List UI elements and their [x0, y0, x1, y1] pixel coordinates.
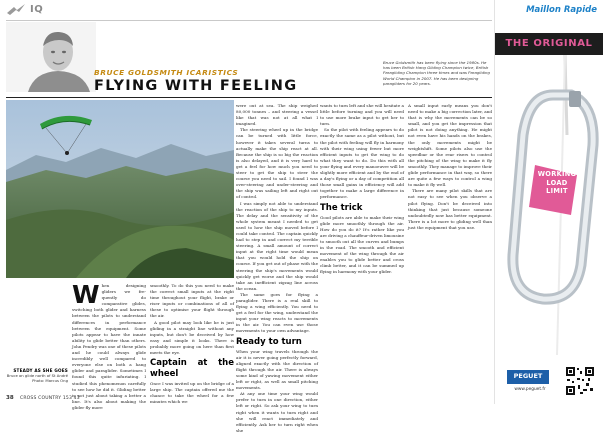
paragraph: I was simply not able to understand the reaction of the ship to my inputs. The delay and the sensitivity of the whole system meant I needed to get used to how the ship moved before I could take control. The captain quickly had to step in and correct my terrible steering. A small amount of correct input at the right time would mean that you would hold the ship on course. If you get out of phase with the steering the ship's movements would quickly get worse and the ship would take an inefficient zigzag line across the ocean.: [236, 200, 318, 291]
paragraph: Good pilots are able to make their wing glide more smoothly through the air. How do you do it? It's rather like you are driving a chauffeur-driven limousine to smooth out all the curves and bumps in the road. The smooth and efficient movement of the wing through the air enables you to glide better and cross climb better, and it can be summed up flying in harmony with your glider.: [320, 214, 404, 275]
lead-text: hen designing gliders we fre-quently do comparative glides, switching both glider and harness between the pilots to understand differences in performance between the equipment. Some pilots appear to have the innate ability to glide better than others. John Pendry was one of these pilots and he could always glide incredibly well compared to everyone else on both a hang glider and paraglider. Sometimes I found this quite infuriating. I studied this phenomenon carefully to see how he did it. Gliding better is not just about taking a better a line. It's also about making the glider fly more: [72, 283, 146, 410]
article-column-4: [320, 103, 404, 393]
advertisement[interactable]: [494, 0, 602, 404]
page-number: 38: [6, 395, 14, 401]
subheading-ready: Ready to turn: [236, 336, 302, 347]
issue-label: CROSS COUNTRY 153 43: [20, 395, 80, 401]
drop-cap: W: [72, 280, 100, 309]
ad-brand: [513, 6, 597, 28]
author-intro: Bruce Goldsmith has been flying since the 1980s. He has been British Hang Gliding Champion twice, British Paragliding Champion three times and was Paragliding World Champion in 2007. He has been designing paragliders for 20 years.: [383, 60, 490, 86]
paragraph: So the pilot with feeling appears to do exactly the same as a pilot without, but the pilot with feeling will fly in harmony with their wing using fewer but more efficient inputs to get the wing to do what they want to do. Do this with all your flying and every manoeuvre will be slightly more efficient and by the end of a day's flying or a day of competition all those small gains in efficiency will add together to make a large difference in performance.: [320, 127, 404, 200]
paragraph: The steering wheel up in the bridge can be turned with little force, however it takes several turns to actually make the ship react at all. Because the ship is so big the reaction is also delayed, and it is very hard to get a feel for how much you need to steer to get the ship to steer the course you need to sail. I found I was over-steering and under-steering and the ship was sailing left and right out of control.: [236, 127, 318, 200]
article-title: FLYING WITH FEELING: [94, 78, 298, 94]
load-line-1: WORKING: [537, 170, 577, 178]
ad-brand-text: Maillon Rapide: [526, 5, 597, 15]
author-byline: BRUCE GOLDSMITH ICARISTICS: [94, 68, 239, 77]
page-footer: [6, 393, 492, 403]
article-column-3: [236, 103, 318, 433]
paragraph: wants to turn left and she will hesitate a little before turning and you will need to use more brake input to get her to turn.: [320, 103, 404, 127]
qr-code-icon[interactable]: [565, 366, 595, 396]
paragraph: At any one time your wing would prefer to turn in one direction, either left or right. So ask your wing to turn right when it wants to turn right and she will react immediately and efficiently. Ask her to turn right when she: [236, 391, 318, 433]
article-column-1: [72, 280, 146, 410]
author-portrait: [6, 22, 96, 92]
maker-name: PEGUET: [513, 372, 543, 380]
caption-text: Bruce on glide north of St André: [6, 373, 68, 378]
article-column-5: [408, 103, 492, 393]
maker-website[interactable]: www.peguet.fr: [514, 387, 546, 392]
paragraph: A good pilot may look like he is just gliding in a straight line without any inputs, but don't be deceived by how easy and simple it looks. There is probably more going on here than first meets the eye.: [150, 319, 234, 356]
caption-title: STEADY AS SHE GOES: [13, 368, 68, 373]
paraglider-photo: [6, 100, 234, 278]
top-rule: [6, 20, 492, 21]
subheading-captain: Captain at the wheel: [150, 358, 234, 380]
load-line-2: LOAD: [546, 178, 568, 187]
subheading-trick: The trick: [320, 202, 363, 213]
caption-credit: Photo: Marcus Ong: [32, 378, 68, 383]
load-line-3: LIMIT: [546, 187, 568, 196]
paragraph: A small input early means you don't need to make a big correction later, and that is why the movements can be so small, and you get the impression that pilot is not doing anything. He might not even have his hands on the brakes, the only movements might be weightshift. Some pilots also use the speedbar or the rear risers to control the pitching of the wing to make it fly smoothly. They manage to improve their glide performance in that way, so there are quite a few ways to control a wing to make it fly well.: [408, 103, 492, 188]
ad-tagline: THE ORIGINAL: [505, 38, 593, 49]
paragraph: The same goes for flying a paraglider. There is a real skill to flying a wing efficiently. You need to get a feel for the wing, understand the input your wing reacts to movements in the air. You can even use those movements to your own advantage.: [236, 291, 318, 334]
lead-paragraph: [72, 280, 146, 411]
paragraph: When your wing travels through the air it is never going perfectly forward, aligned exactly with the direction of flight through the air. There is always some kind of yawing movement either left or right, as well as small pitching movements.: [236, 348, 318, 391]
paragraph: There are many pilot skills that are not easy to see when you observe a pilot flying. Don't be deceived into thinking that just because someone undoubtedly now has better equipment. There is a lot more to gliding well than just the equipment that you use.: [408, 188, 492, 230]
article-column-2: [150, 283, 234, 405]
paragraph: were out at sea. The ship weighed 80,000 tonnes – and steering a vessel like that was not at all what I imagined.: [236, 103, 318, 127]
carabiner-icon: [495, 55, 603, 355]
working-load-label: [534, 170, 580, 196]
paragraph: Once I was invited up on the bridge of a large ship. The captain offered me the chance to take the wheel for a few minutes which we: [150, 381, 234, 405]
headline-rule: [6, 97, 492, 98]
bird-logo-icon: [6, 3, 26, 17]
paragraph: smoothly. To do this you need to make the correct small inputs at the right time throughout your flight, brake or riser inputs or combinations of all of these to optimise your flight through the air.: [150, 283, 234, 319]
masthead: [0, 0, 494, 20]
photo-caption: [6, 368, 68, 383]
section-tag: IQ: [30, 4, 44, 15]
